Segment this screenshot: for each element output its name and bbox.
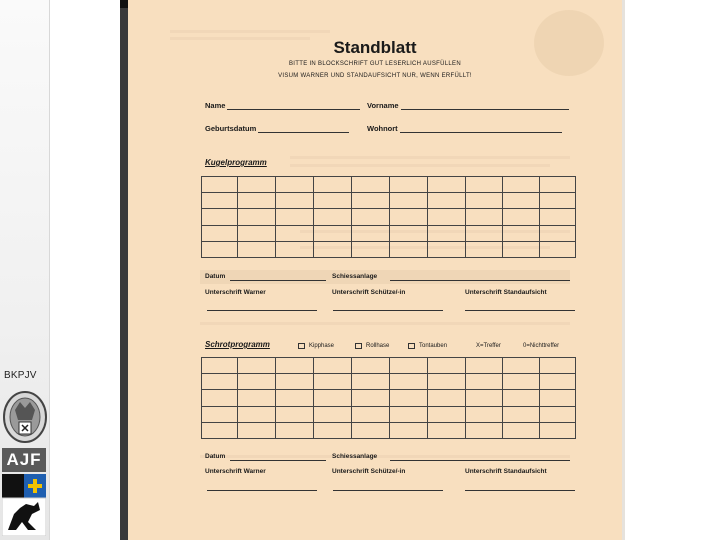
schrot-score-grid[interactable]	[201, 357, 576, 439]
kugel-standaufsicht-label: Unterschrift Standaufsicht	[465, 289, 547, 296]
kugel-warner-label: Unterschrift Warner	[205, 289, 266, 296]
rollhase-label: Rollhase	[366, 343, 390, 349]
table-row	[202, 422, 576, 438]
wohnort-label: Wohnort	[367, 124, 398, 133]
legend-nichttreffer: 0=Nichttreffer	[523, 343, 560, 349]
table-row	[202, 209, 576, 225]
table-row	[202, 406, 576, 422]
legend-treffer: X=Treffer	[476, 343, 501, 349]
schrot-schiessanlage-label: Schiessanlage	[332, 453, 378, 460]
ghost-band	[200, 322, 570, 325]
org-label: BKPJV	[4, 370, 37, 381]
kugel-score-grid[interactable]	[201, 176, 576, 258]
table-row	[202, 358, 576, 374]
instruction-visum: VISUM WARNER UND STANDAUFSICHT NUR, WENN ERFÜLLT!	[278, 73, 472, 79]
table-row	[202, 193, 576, 209]
schrot-datum-line[interactable]	[230, 460, 326, 461]
tontauben-label: Tontauben	[419, 343, 448, 349]
geburtsdatum-field[interactable]	[205, 124, 349, 133]
table-row	[202, 241, 576, 257]
kugel-schiessanlage-line[interactable]	[390, 280, 570, 281]
ghost-band	[170, 30, 330, 33]
ghost-band	[290, 156, 570, 159]
name-label: Name	[205, 101, 226, 110]
schrot-warner-line[interactable]	[207, 490, 317, 491]
geburtsdatum-line	[258, 132, 349, 133]
schrot-schiessanlage-line[interactable]	[390, 460, 570, 461]
vorname-field[interactable]	[367, 101, 569, 110]
tontauben-checkbox[interactable]	[408, 343, 415, 349]
table-row	[202, 177, 576, 193]
instruction-block-letters: BITTE IN BLOCKSCHRIFT GUT LESERLICH AUSFÜLLEN	[289, 61, 461, 67]
vorname-line	[401, 109, 569, 110]
kugel-datum-label: Datum	[205, 273, 226, 280]
kipphase-label: Kipphase	[309, 343, 335, 349]
kugel-datum-line[interactable]	[230, 280, 326, 281]
ghost-band	[200, 270, 570, 284]
schrot-schuetze-label: Unterschrift Schütze/-in	[332, 468, 406, 475]
table-row	[202, 390, 576, 406]
ghost-band	[200, 455, 570, 458]
kugel-standaufsicht-line[interactable]	[465, 310, 575, 311]
geburtsdatum-label: Geburtsdatum	[205, 124, 257, 133]
wohnort-field[interactable]	[367, 124, 562, 133]
table-row	[202, 225, 576, 241]
kugel-schuetze-label: Unterschrift Schütze/-in	[332, 289, 406, 296]
kugel-schiessanlage-label: Schiessanlage	[332, 273, 378, 280]
schrot-datum-label: Datum	[205, 453, 226, 460]
canton-flag-icon	[2, 474, 46, 536]
name-field[interactable]	[205, 101, 360, 110]
schrot-schuetze-line[interactable]	[333, 490, 443, 491]
name-line	[227, 109, 360, 110]
schrot-warner-label: Unterschrift Warner	[205, 468, 266, 475]
paper-edge	[622, 0, 625, 540]
kugel-section-title: Kugelprogramm	[205, 158, 267, 167]
wohnort-line	[400, 132, 562, 133]
schrot-standaufsicht-line[interactable]	[465, 490, 575, 491]
kipphase-checkbox[interactable]	[298, 343, 305, 349]
rollhase-checkbox[interactable]	[355, 343, 362, 349]
schrot-standaufsicht-label: Unterschrift Standaufsicht	[465, 468, 547, 475]
form-title: Standblatt	[333, 38, 417, 57]
kugel-warner-line[interactable]	[207, 310, 317, 311]
kugel-schuetze-line[interactable]	[333, 310, 443, 311]
table-row	[202, 374, 576, 390]
ajf-logo: AJF	[2, 448, 46, 472]
crest-logo-icon	[2, 390, 48, 445]
vorname-label: Vorname	[367, 101, 399, 110]
schrot-section-title: Schrotprogramm	[205, 340, 270, 349]
ghost-band	[290, 164, 550, 167]
